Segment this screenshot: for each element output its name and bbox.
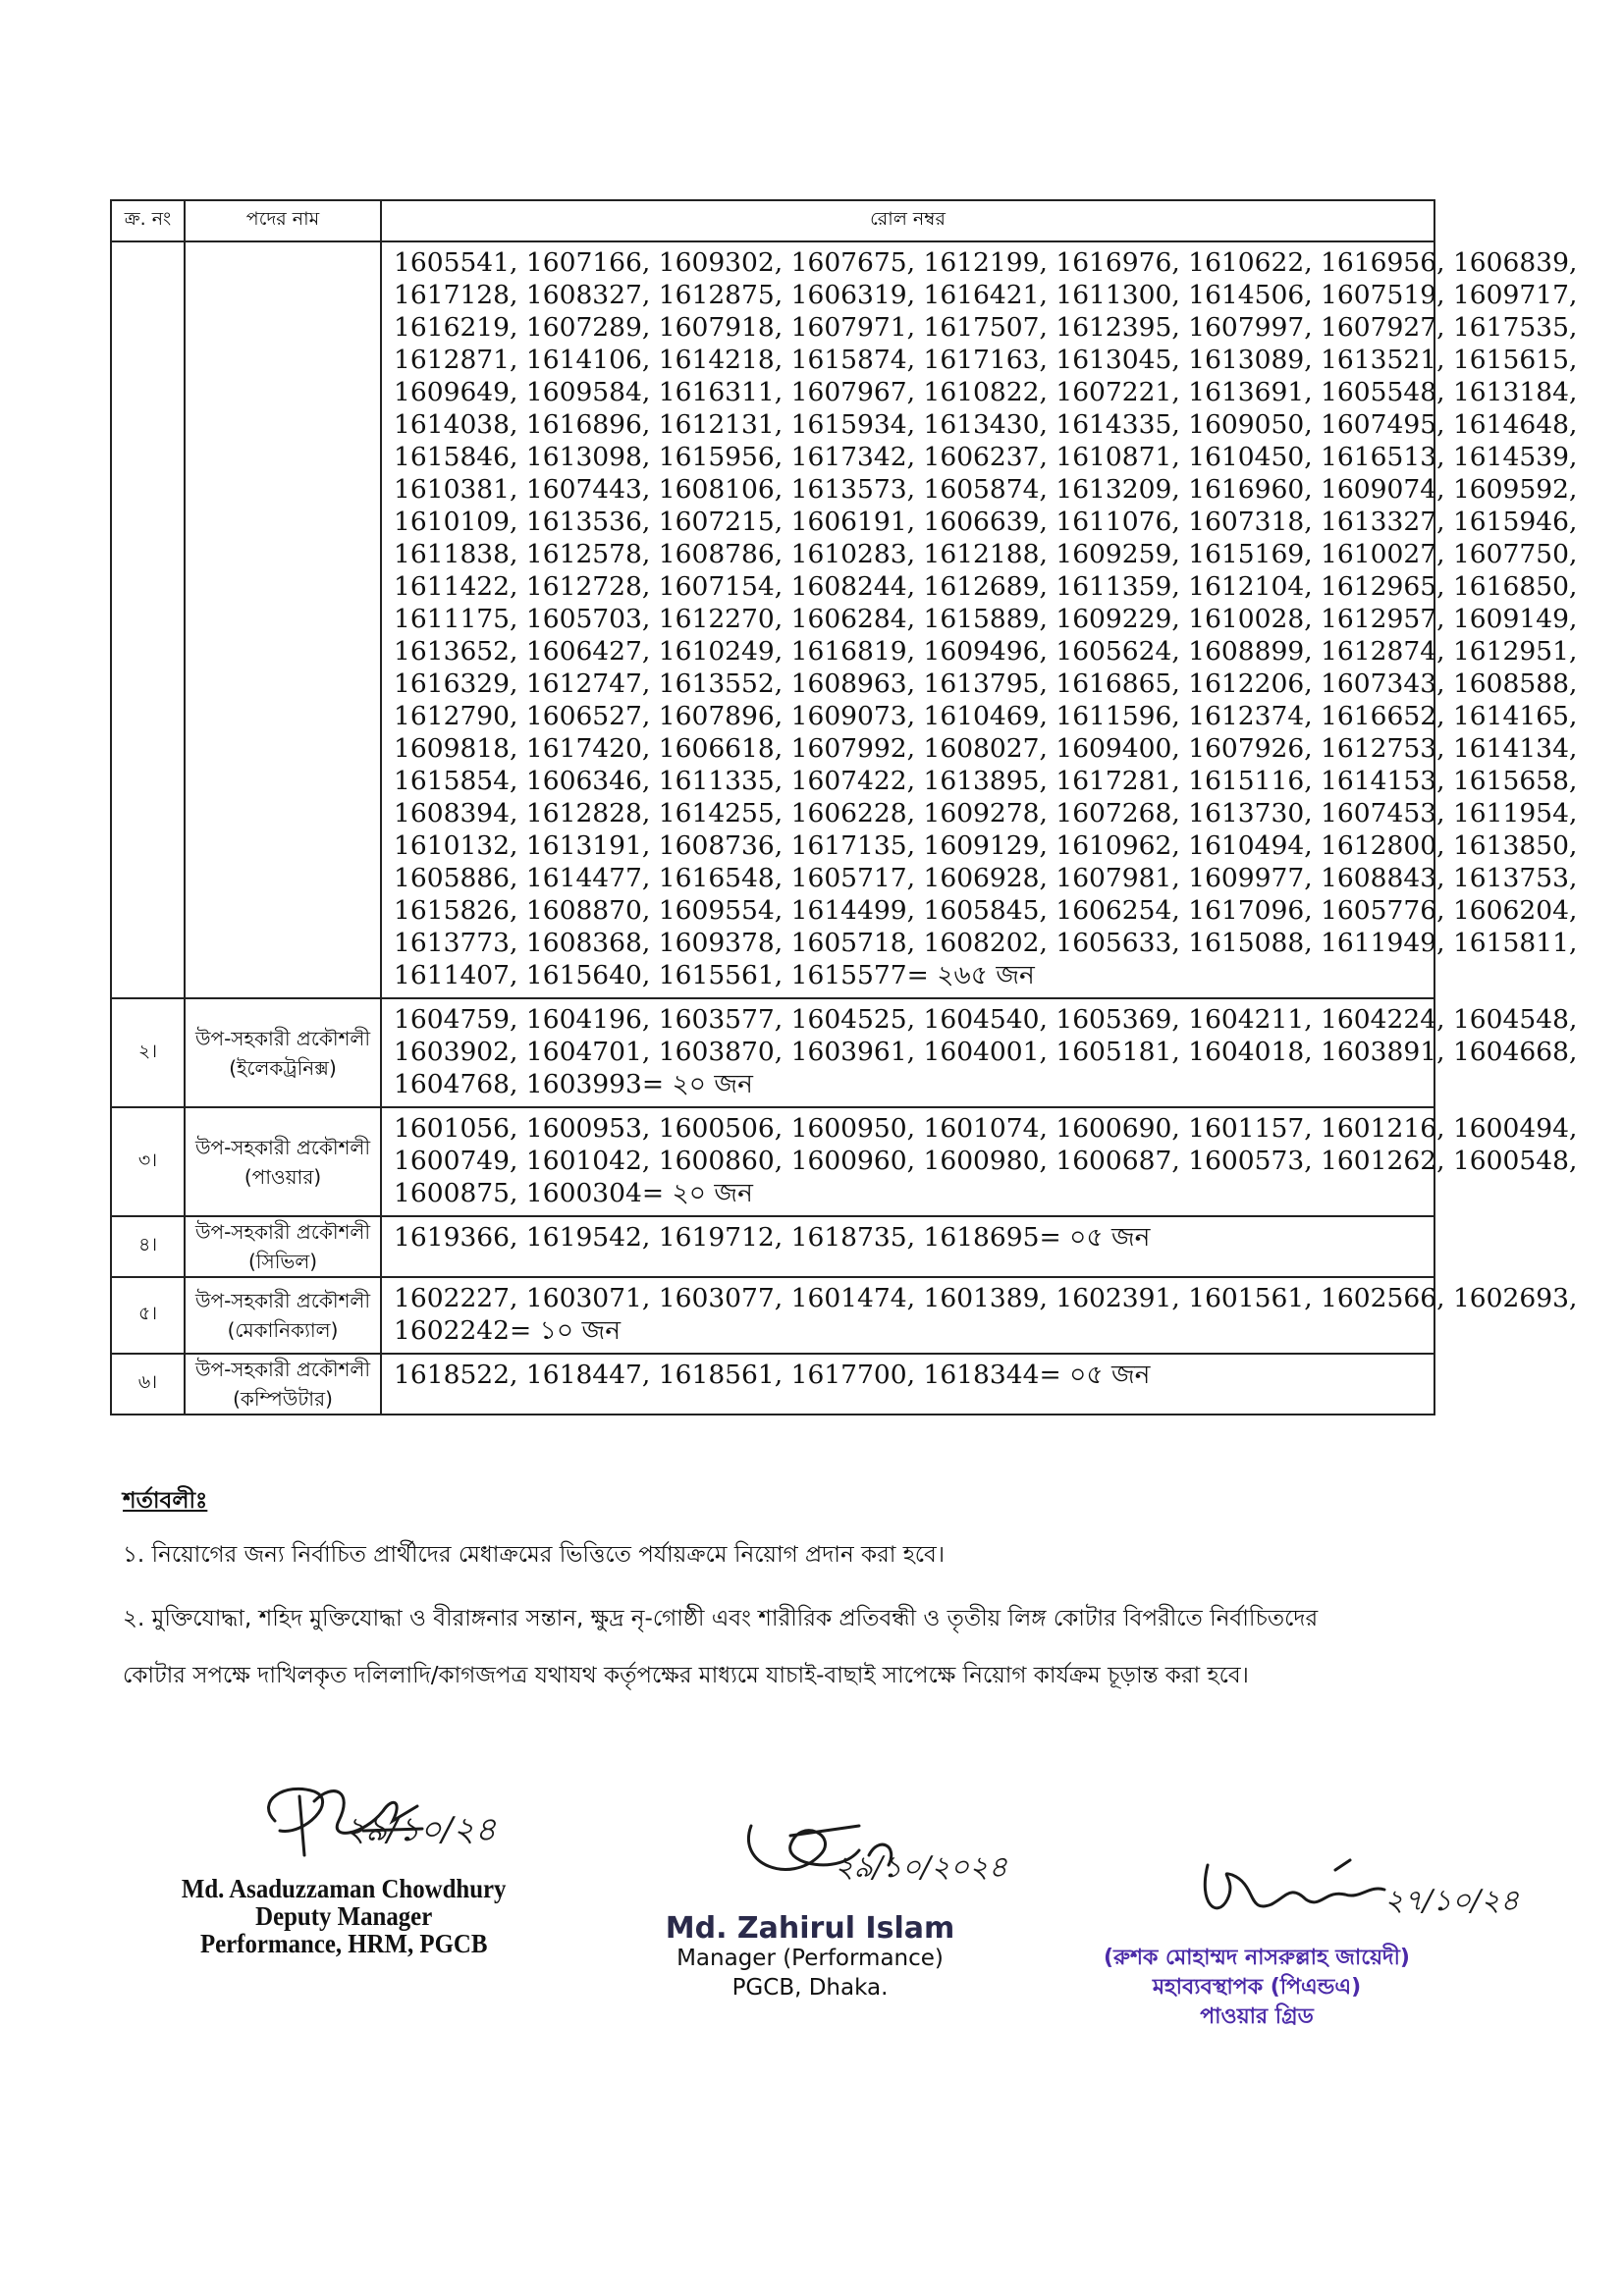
post-name (185, 1216, 381, 1277)
results-table (110, 199, 1578, 1415)
roll-number-line: 1608394, 1612828, 1614255, 1606228, 1609278, 1607268, 1613730, 1607453, 1611954, (394, 798, 1578, 828)
roll-number-line: 1612790, 1606527, 1607896, 1609073, 1610469, 1611596, 1612374, 1616652, 1614165, (394, 701, 1578, 731)
roll-numbers (381, 1107, 1578, 1216)
signatory-office-right: পাওয়ার গ্রিড (1200, 2004, 1314, 2029)
roll-number-line: 1603902, 1604701, 1603870, 1603961, 1604001, 1605181, 1604018, 1603891, 1604668, (394, 1037, 1578, 1067)
table-row (111, 1354, 1434, 1415)
roll-number-line: 1619366, 1619542, 1619712, 1618735, 1618695= ০৫ জন (394, 1222, 1151, 1253)
table-row (111, 1277, 1434, 1354)
post-name (185, 1354, 381, 1415)
post-discipline: (পাওয়ার) (243, 1164, 322, 1189)
post-discipline: (ইলেকট্রনিক্স) (229, 1055, 337, 1080)
roll-number-line: 1615826, 1608870, 1609554, 1614499, 1605845, 1606254, 1617096, 1605776, 1606204, (394, 895, 1578, 926)
post-title: উপ-সহকারী প্রকৌশলী (194, 1358, 371, 1381)
signature-date-middle: ২৯/১০/২০২৪ (835, 1850, 1008, 1885)
post-discipline: (মেকানিক্যাল) (227, 1318, 339, 1342)
official-stamp-right (1070, 1944, 1443, 2032)
condition-item-2-line-2: কোটার সপক্ষে দাখিলকৃত দলিলাদি/কাগজপত্র যথাযথ কর্তৃপক্ষের মাধ্যমে যাচাই-বাছাই সাপেক্ষে নিয়োগ কার্যক্রম চূড়ান্ত করা হবে। (123, 1663, 1249, 1688)
serial-number: ৬। (111, 1354, 185, 1415)
post-name (185, 1277, 381, 1354)
roll-number-line: 1604759, 1604196, 1603577, 1604525, 1604540, 1605369, 1604211, 1604224, 1604548, (394, 1004, 1578, 1035)
signatory-designation-left: Deputy Manager (255, 1901, 433, 1931)
conditions-title: শর্তাবলীঃ (123, 1488, 208, 1514)
serial-number: ৫। (111, 1277, 185, 1354)
table-row (111, 1216, 1434, 1277)
roll-numbers (381, 1216, 1434, 1277)
post-title: উপ-সহকারী প্রকৌশলী (194, 1289, 371, 1312)
post-title: উপ-সহকারী প্রকৌশলী (194, 1135, 371, 1159)
table-row (111, 241, 1434, 998)
roll-number-line: 1601056, 1600953, 1600506, 1600950, 1601074, 1600690, 1601157, 1601216, 1600494, (394, 1113, 1578, 1144)
roll-number-line: 1610132, 1613191, 1608736, 1617135, 1609129, 1610962, 1610494, 1612800, 1613850, (394, 830, 1578, 861)
roll-number-line: 1605886, 1614477, 1616548, 1605717, 1606928, 1607981, 1609977, 1608843, 1613753, (394, 863, 1578, 893)
roll-number-line: 1605541, 1607166, 1609302, 1607675, 1612199, 1616976, 1610622, 1616956, 1606839, (394, 247, 1578, 278)
roll-number-line: 1617128, 1608327, 1612875, 1606319, 1616421, 1611300, 1614506, 1607519, 1609717, (394, 280, 1578, 310)
signatory-name-left: Md. Asaduzzaman Chowdhury (181, 1874, 507, 1903)
post-title: উপ-সহকারী প্রকৌশলী (194, 1026, 371, 1050)
signature-date-left: ২৯/১০/২৪ (344, 1810, 497, 1849)
header-roll-number: রোল নম্বর (381, 200, 1434, 241)
serial-number: ৩। (111, 1107, 185, 1216)
serial-number: ৪। (111, 1216, 185, 1277)
roll-number-line: 1615854, 1606346, 1611335, 1607422, 1613895, 1617281, 1615116, 1614153, 1615658, (394, 766, 1578, 796)
table-row (111, 998, 1434, 1107)
roll-number-line: 1616329, 1612747, 1613552, 1608963, 1613795, 1616865, 1612206, 1607343, 1608588, (394, 668, 1578, 699)
roll-number-line: 1615846, 1613098, 1615956, 1617342, 1606237, 1610871, 1610450, 1616513, 1614539, (394, 442, 1578, 472)
signatory-office-left: Performance, HRM, PGCB (199, 1929, 488, 1958)
signature-text-left (177, 1875, 511, 1957)
post-name (185, 1107, 381, 1216)
roll-numbers (381, 998, 1578, 1107)
signatory-name-right: (রুশক মোহাম্মদ নাসরুল্লাহ জায়েদী) (1104, 1946, 1410, 1970)
post-discipline: (সিভিল) (247, 1250, 318, 1273)
roll-number-line: 1618522, 1618447, 1618561, 1617700, 1618344= ০৫ জন (394, 1360, 1151, 1390)
serial-number: ২। (111, 998, 185, 1107)
roll-number-line: 1614038, 1616896, 1612131, 1615934, 1613430, 1614335, 1609050, 1607495, 1614648, (394, 409, 1578, 440)
roll-number-line: 1609649, 1609584, 1616311, 1607967, 1610822, 1607221, 1613691, 1605548, 1613184, (394, 377, 1578, 407)
signatory-office-middle: PGCB, Dhaka. (731, 1975, 889, 2001)
roll-numbers (381, 1277, 1578, 1354)
table-header-row (111, 200, 1434, 241)
table-row (111, 1107, 1434, 1216)
post-name (185, 241, 381, 998)
signatory-designation-right: মহাব্যবস্থাপক (পিএন্ডএ) (1152, 1975, 1362, 2000)
condition-item-2-line-1: ২. মুক্তিযোদ্ধা, শহিদ মুক্তিযোদ্ধা ও বীরাঙ্গনার সন্তান, ক্ষুদ্র নৃ-গোষ্ঠী এবং শারীরিক প্রতিবন্ধী ও তৃতীয় লিঙ্গ কোটার বিপরীতে নির্বাচিতদের (123, 1606, 1319, 1631)
signature-scribble-right (1188, 1845, 1414, 1934)
roll-number-line: 1613652, 1606427, 1610249, 1616819, 1609496, 1605624, 1608899, 1612874, 1612951, (394, 636, 1578, 667)
roll-number-line: 1613773, 1608368, 1609378, 1605718, 1608202, 1605633, 1615088, 1611949, 1615811, (394, 928, 1578, 958)
condition-item-1: ১. নিয়োগের জন্য নির্বাচিত প্রার্থীদের মেধাক্রমের ভিত্তিতে পর্যায়ক্রমে নিয়োগ প্রদান করা হবে। (123, 1542, 946, 1568)
roll-number-line: 1600749, 1601042, 1600860, 1600960, 1600980, 1600687, 1600573, 1601262, 1600548, (394, 1146, 1578, 1176)
signatory-designation-middle: Manager (Performance) (676, 1946, 944, 1971)
roll-number-line: 1609818, 1617420, 1606618, 1607992, 1608027, 1609400, 1607926, 1612753, 1614134, (394, 733, 1578, 764)
post-name (185, 998, 381, 1107)
serial-number (111, 241, 185, 998)
header-serial: ক্র. নং (111, 200, 185, 241)
post-title: উপ-সহকারী প্রকৌশলী (194, 1220, 371, 1244)
roll-number-line: 1602227, 1603071, 1603077, 1601474, 1601389, 1602391, 1601561, 1602566, 1602693, (394, 1283, 1578, 1313)
signature-date-right: ২৭/১০/২৪ (1384, 1884, 1520, 1918)
signature-text-middle (648, 1911, 972, 2002)
roll-number-line: 1610381, 1607443, 1608106, 1613573, 1605874, 1613209, 1616960, 1609074, 1609592, (394, 474, 1578, 505)
roll-numbers (381, 241, 1578, 998)
roll-number-line: 1612871, 1614106, 1614218, 1615874, 1617163, 1613045, 1613089, 1613521, 1615615, (394, 345, 1578, 375)
signatory-name-middle: Md. Zahirul Islam (665, 1911, 955, 1946)
roll-number-line: 1610109, 1613536, 1607215, 1606191, 1606639, 1611076, 1607318, 1613327, 1615946, (394, 507, 1578, 537)
roll-number-line: 1611422, 1612728, 1607154, 1608244, 1612689, 1611359, 1612104, 1612965, 1616850, (394, 571, 1578, 602)
post-discipline: (কম্পিউটার) (233, 1387, 333, 1411)
roll-number-line: 1611175, 1605703, 1612270, 1606284, 1615889, 1609229, 1610028, 1612957, 1609149, (394, 604, 1578, 634)
table-body (111, 241, 1578, 1415)
roll-number-line: 1611407, 1615640, 1615561, 1615577= ২৬৫ জন (394, 960, 1035, 990)
roll-number-line: 1616219, 1607289, 1607918, 1607971, 1617507, 1612395, 1607997, 1607927, 1617535, (394, 312, 1578, 343)
header-post-name: পদের নাম (185, 200, 381, 241)
roll-number-line: 1600875, 1600304= ২০ জন (394, 1178, 753, 1208)
roll-numbers (381, 1354, 1434, 1415)
roll-number-line: 1611838, 1612578, 1608786, 1610283, 1612188, 1609259, 1615169, 1610027, 1607750, (394, 539, 1578, 569)
roll-number-line: 1604768, 1603993= ২০ জন (394, 1069, 753, 1099)
roll-number-line: 1602242= ১০ জন (394, 1315, 622, 1346)
